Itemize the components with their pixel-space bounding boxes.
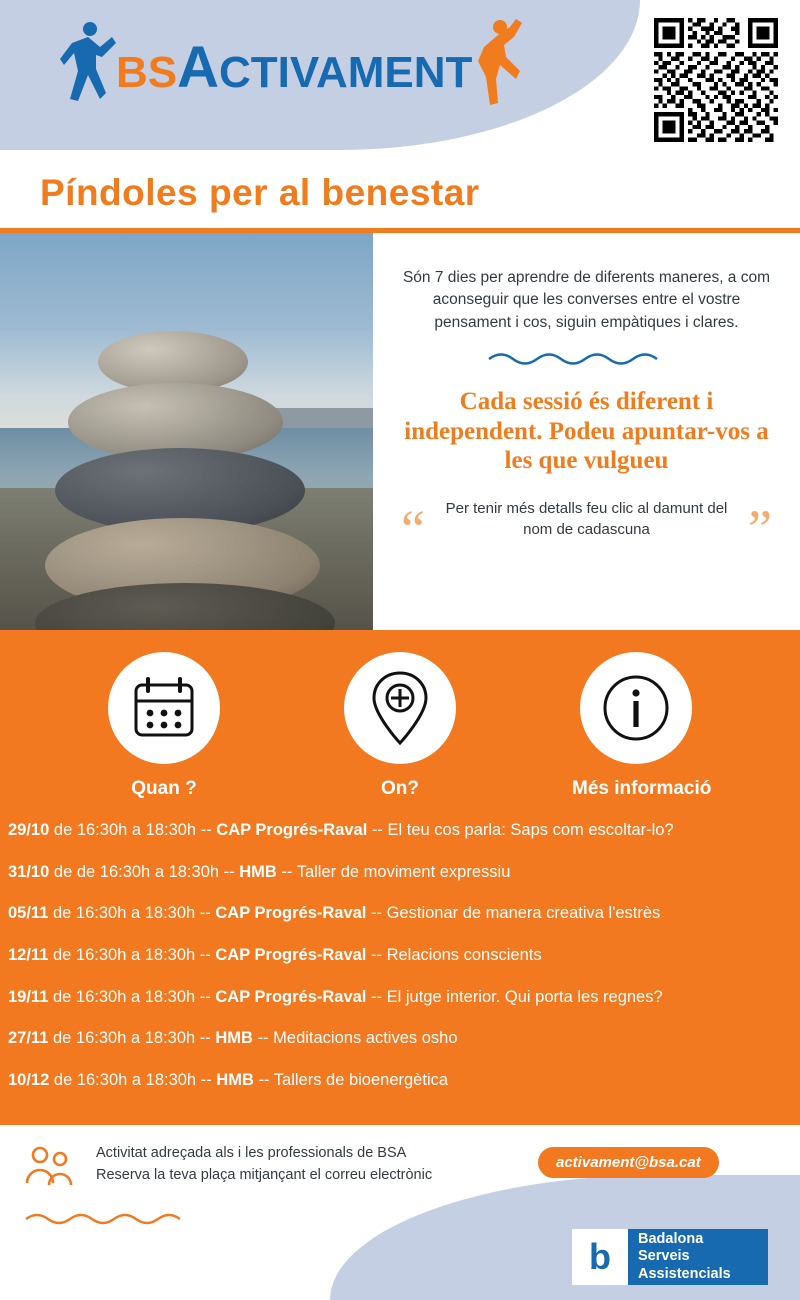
session-topic[interactable]: El jutge interior. Qui porta les regnes? — [386, 987, 663, 1006]
intro-quote-text: Per tenir més detalls feu clic al damunt del nom de cadascuna — [445, 499, 728, 538]
session-date: 12/11 — [8, 945, 49, 964]
intro-highlight-text: Cada sessió és diferent i independent. Podeu apuntar-vos a les que vulgueu — [404, 388, 769, 475]
footer-line-2: Reserva la teva plaça mitjançant el correu electrònic — [96, 1166, 433, 1183]
location-pin-icon — [344, 652, 456, 764]
session-time: de 16:30h a 18:30h — [53, 1070, 197, 1089]
footer — [0, 1125, 800, 1300]
session-topic[interactable]: Gestionar de manera creativa l'estrès — [386, 904, 661, 923]
session-time: de 16:30h a 18:30h — [52, 904, 196, 923]
session-sep: -- — [223, 862, 235, 881]
session-row[interactable] — [8, 945, 798, 966]
session-place[interactable]: CAP Progrés-Raval — [215, 945, 367, 964]
session-topic[interactable]: Tallers de bioenergètica — [273, 1070, 449, 1089]
footer-info-text — [96, 1143, 432, 1187]
session-topic[interactable]: El teu cos parla: Saps com escoltar-lo? — [387, 821, 674, 839]
session-date: 05/11 — [8, 904, 49, 923]
column-where — [336, 652, 464, 800]
logo-a-text: A — [177, 35, 220, 100]
runner-left-icon — [60, 17, 116, 120]
people-icon — [24, 1143, 82, 1200]
column-when — [100, 652, 228, 800]
column-info — [572, 652, 712, 800]
session-sep: -- — [199, 1029, 211, 1048]
session-date: 29/10 — [8, 821, 50, 839]
column-when-label: Quan ? — [131, 778, 197, 799]
intro-section — [0, 233, 800, 630]
intro-lead-text: Són 7 dies per aprendre de diferents maneres, a com aconseguir que les converses entre el vostre pensament i cos, siguin empàtiques i clares. — [402, 269, 771, 331]
bsa-logo-text — [628, 1231, 731, 1282]
session-time: de 16:30h a 18:30h — [52, 945, 196, 964]
stacked-stones-photo — [0, 233, 373, 630]
session-sep: -- — [199, 945, 211, 964]
header — [0, 0, 800, 160]
column-headers — [0, 652, 800, 800]
session-place[interactable]: CAP Progrés-Raval — [215, 904, 367, 923]
info-icon — [580, 652, 692, 764]
logo-wordmark — [116, 35, 473, 100]
footer-wave-icon — [24, 1211, 214, 1232]
runner-right-icon — [476, 17, 528, 120]
session-row[interactable] — [8, 987, 798, 1008]
qr-code-icon[interactable] — [654, 18, 778, 142]
session-sep2: -- — [371, 945, 382, 964]
intro-quote — [401, 498, 772, 559]
session-sep: -- — [199, 987, 211, 1006]
intro-text-block — [373, 233, 800, 630]
bsa-logo-line-2: Serveis — [638, 1248, 690, 1265]
quote-open-icon: “ — [401, 498, 425, 559]
session-sep2: -- — [371, 821, 383, 839]
schedule-section — [0, 630, 800, 1125]
session-row[interactable] — [8, 862, 798, 883]
session-sep: -- — [200, 1070, 212, 1089]
session-row[interactable] — [8, 1070, 798, 1091]
session-row[interactable] — [8, 903, 798, 924]
wave-divider-icon — [401, 350, 772, 373]
column-where-label: On? — [381, 778, 419, 799]
page-title: Píndoles per al benestar — [40, 172, 480, 213]
footer-line-1: Activitat adreçada als i les professionals de BSA — [96, 1145, 407, 1161]
session-date: 10/12 — [8, 1070, 50, 1089]
session-time: de 16:30h a 18:30h — [53, 821, 197, 839]
column-info-label: Més informació — [572, 778, 712, 799]
logo-rest-text: CTIVAMENT — [219, 48, 473, 97]
session-sep2: -- — [371, 904, 382, 923]
session-place[interactable]: HMB — [215, 1029, 253, 1048]
quote-close-icon: ” — [748, 498, 772, 559]
session-sep: -- — [199, 904, 211, 923]
session-time: de 16:30h a 18:30h — [52, 987, 196, 1006]
session-time: de 16:30h a 18:30h — [52, 1029, 196, 1048]
session-sep2: -- — [371, 987, 382, 1006]
session-topic[interactable]: Meditacions actives osho — [273, 1029, 458, 1048]
session-list — [8, 820, 798, 1111]
session-sep: -- — [200, 821, 212, 839]
session-place[interactable]: HMB — [239, 862, 277, 881]
session-date: 19/11 — [8, 987, 49, 1006]
session-topic[interactable]: Taller de moviment expressiu — [296, 862, 511, 881]
session-sep2: -- — [258, 1070, 270, 1089]
bsactivament-logo — [60, 18, 528, 118]
bsa-logo-mark: b — [572, 1229, 628, 1285]
session-row[interactable] — [8, 820, 798, 841]
session-time: de de 16:30h a 18:30h — [53, 862, 220, 881]
session-date: 27/11 — [8, 1029, 49, 1048]
session-sep2: -- — [281, 862, 293, 881]
bsa-logo-line-1: Badalona — [638, 1231, 704, 1248]
session-date: 31/10 — [8, 862, 50, 881]
session-row[interactable] — [8, 1028, 798, 1049]
email-button[interactable]: activament@bsa.cat — [538, 1147, 719, 1178]
session-place[interactable]: HMB — [216, 1070, 254, 1089]
bsa-organization-logo — [572, 1229, 768, 1285]
session-sep2: -- — [257, 1029, 269, 1048]
logo-bsa-text: BS — [116, 48, 178, 97]
session-topic[interactable]: Relacions conscients — [386, 945, 542, 964]
bsa-logo-line-3: Assistencials — [638, 1265, 731, 1282]
session-place[interactable]: CAP Progrés-Raval — [215, 987, 367, 1006]
calendar-icon — [108, 652, 220, 764]
session-place[interactable]: CAP Progrés-Raval — [216, 821, 368, 839]
